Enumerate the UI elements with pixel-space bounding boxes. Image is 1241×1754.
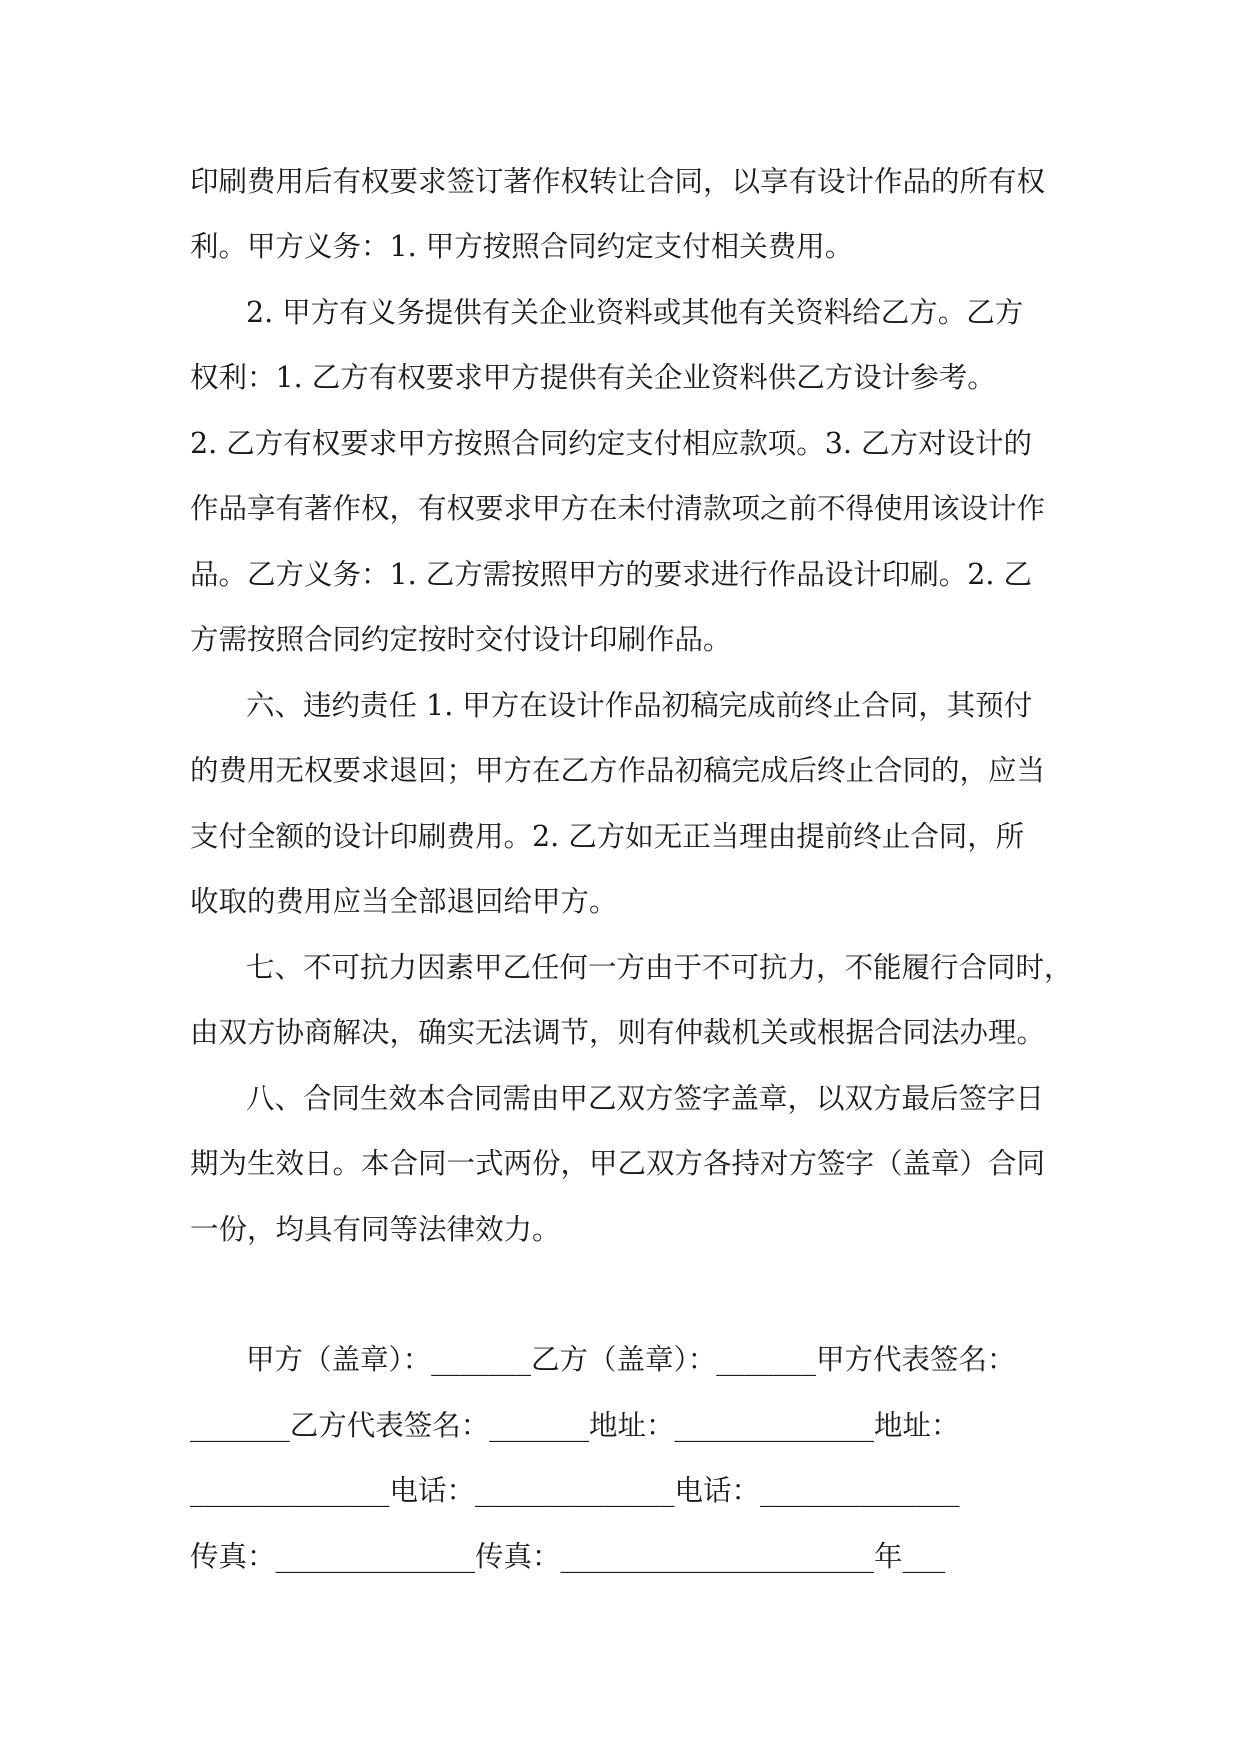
text-line: 的费用无权要求退回；甲方在乙方作品初稿完成后终止合同的，应当 [190, 754, 1046, 787]
text-line: 作品享有著作权，有权要求甲方在未付清款项之前不得使用该设计作 [190, 492, 1046, 525]
signature-line: ______________电话：______________电话：______________ [190, 1474, 960, 1507]
signature-line: 甲方（盖章）：_______乙方（盖章）：_______甲方代表签名： [246, 1343, 1016, 1376]
text-line: 一份，均具有同等法律效力。 [190, 1213, 561, 1246]
text-line: 印刷费用后有权要求签订著作权转让合同，以享有设计作品的所有权 [190, 165, 1046, 198]
text-line: 八、合同生效本合同需由甲乙双方签字盖章，以双方最后签字日 [246, 1082, 1045, 1115]
text-line: 方需按照合同约定按时交付设计印刷作品。 [190, 623, 732, 656]
text-line: 2. 乙方有权要求甲方按照合同约定支付相应款项。3. 乙方对设计的 [190, 427, 1033, 460]
text-line: 2. 甲方有义务提供有关企业资料或其他有关资料给乙方。乙方 [246, 296, 1024, 329]
text-line: 期为生效日。本合同一式两份，甲乙双方各持对方签字（盖章）合同 [190, 1147, 1046, 1180]
text-line: 支付全额的设计印刷费用。2. 乙方如无正当理由提前终止合同，所 [190, 820, 1025, 853]
text-line: 七、不可抗力因素甲乙任何一方由于不可抗力，不能履行合同时， [246, 951, 1073, 984]
signature-line: _______乙方代表签名：_______地址：______________地址： [190, 1409, 960, 1442]
text-line: 由双方协商解决，确实无法调节，则有仲裁机关或根据合同法办理。 [190, 1016, 1046, 1049]
text-line: 品。乙方义务：1. 乙方需按照甲方的要求进行作品设计印刷。2. 乙 [190, 558, 1033, 591]
text-line: 六、违约责任 1. 甲方在设计作品初稿完成前终止合同，其预付 [246, 689, 1033, 722]
signature-line: 传真：______________传真：______________________年___ [190, 1540, 946, 1573]
text-line: 权利：1. 乙方有权要求甲方提供有关企业资料供乙方设计参考。 [190, 361, 996, 394]
text-line: 收取的费用应当全部退回给甲方。 [190, 885, 618, 918]
text-line: 利。甲方义务：1. 甲方按照合同约定支付相关费用。 [190, 230, 854, 263]
